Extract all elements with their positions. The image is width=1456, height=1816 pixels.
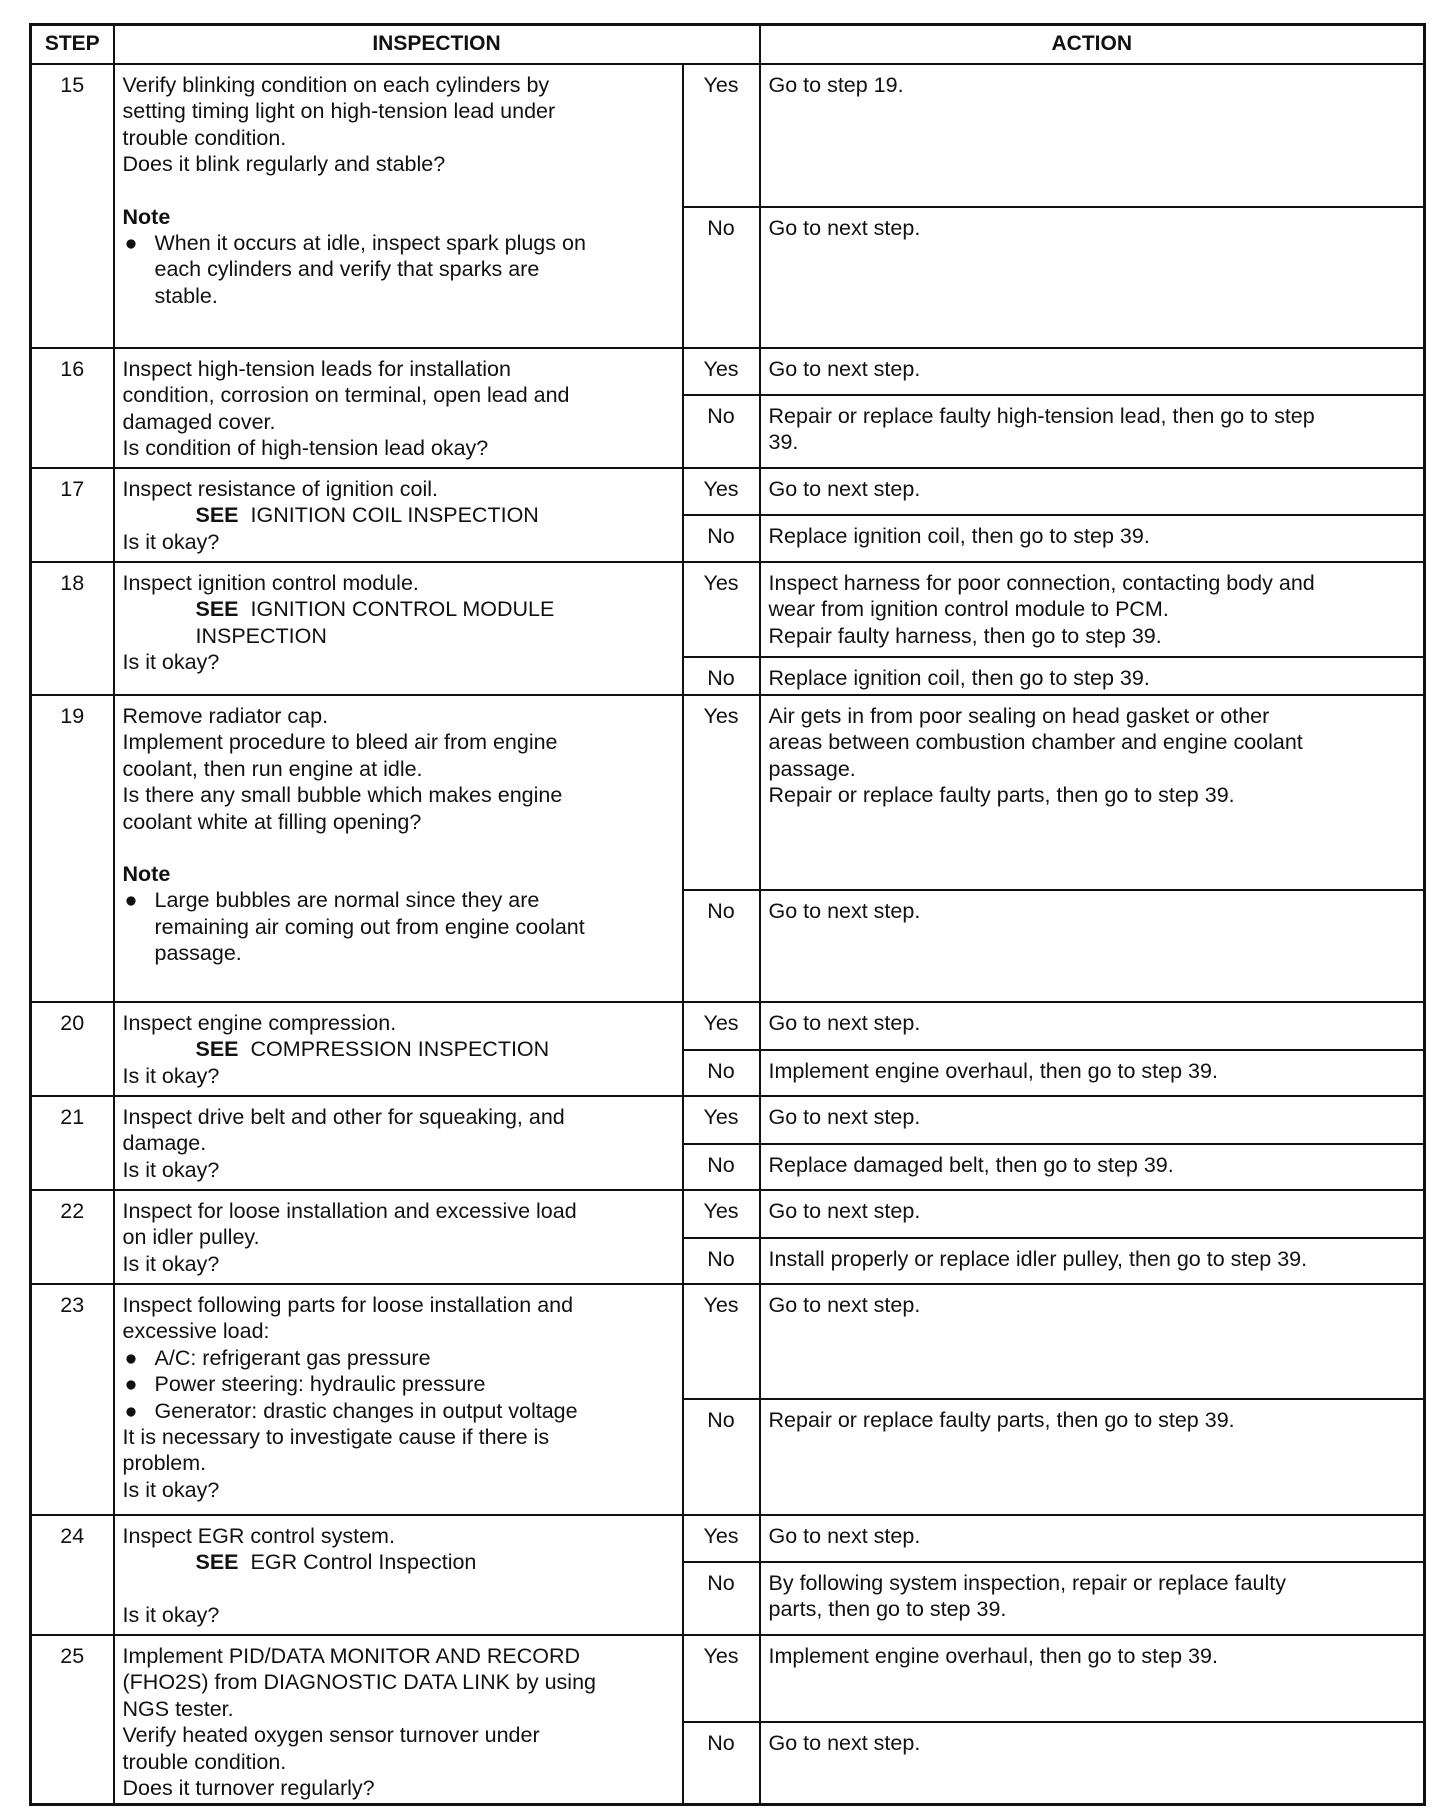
yes-action: Go to next step. [760, 1284, 1425, 1399]
no-action: Go to next step. [760, 207, 1425, 348]
inspection-text: Is it okay? [122, 1602, 220, 1627]
no-action: By following system inspection, repair or replace faulty parts, then go to step 39. [760, 1562, 1425, 1635]
step-number: 19 [31, 695, 114, 1002]
table-row-step-24 [31, 1515, 1425, 1562]
inspection-text: Is it okay? [122, 650, 220, 675]
bullet-text: A/C: refrigerant gas pressure [154, 1345, 431, 1370]
step-number: 23 [31, 1284, 114, 1515]
yes-label: Yes [683, 64, 760, 207]
yes-label: Yes [683, 695, 760, 890]
bullet-text: Large bubbles are normal since they are remaining air coming out from engine coolant passage. [154, 888, 585, 966]
step-number: 20 [31, 1002, 114, 1096]
yes-action: Go to next step. [760, 468, 1425, 515]
yes-action: Air gets in from poor sealing on head gasket or other areas between combustion chamber and engine coolant passage. Repair or replace faulty parts, then go to step 39. [760, 695, 1425, 890]
yes-label: Yes [683, 1002, 760, 1050]
table-row-step-15 [31, 64, 1425, 207]
see-target: COMPRESSION INSPECTION [250, 1037, 550, 1062]
no-label: No [683, 890, 760, 1002]
yes-label: Yes [683, 468, 760, 515]
bullet-icon: ● [124, 888, 138, 913]
table-row-step-19 [31, 695, 1425, 890]
yes-label: Yes [683, 348, 760, 395]
inspection-text: Inspect drive belt and other for squeaking, and damage. Is it okay? [122, 1105, 565, 1182]
yes-label: Yes [683, 1515, 760, 1562]
note-heading: Note [122, 204, 171, 229]
bullet-icon: ● [124, 231, 138, 256]
no-action: Replace damaged belt, then go to step 39. [760, 1144, 1425, 1190]
no-action: Go to next step. [760, 890, 1425, 1002]
inspection-text: Inspect following parts for loose installation and excessive load: [122, 1293, 574, 1344]
see-reference [123, 1549, 674, 1575]
bullet-icon: ● [124, 1398, 138, 1423]
no-action: Go to next step. [760, 1722, 1425, 1804]
inspection-cell [114, 1515, 683, 1635]
see-reference [123, 596, 674, 649]
see-label: SEE [195, 503, 239, 528]
inspection-text: Inspect for loose installation and excessive load on idler pulley. Is it okay? [122, 1199, 577, 1276]
inspection-cell [114, 1635, 683, 1804]
bullet-item [123, 1371, 674, 1397]
table-row-step-23 [31, 1284, 1425, 1399]
inspection-cell [114, 64, 683, 348]
header-step: STEP [31, 25, 114, 65]
see-target: IGNITION COIL INSPECTION [250, 503, 539, 528]
step-number: 16 [31, 348, 114, 468]
yes-action: Go to next step. [760, 1190, 1425, 1238]
see-label: SEE [195, 1550, 239, 1575]
note-heading: Note [122, 862, 171, 887]
step-number: 21 [31, 1096, 114, 1190]
no-label: No [683, 395, 760, 468]
see-reference [123, 502, 674, 528]
inspection-cell [114, 562, 683, 695]
bullet-text: When it occurs at idle, inspect spark plugs on each cylinders and verify that sparks are stable. [154, 231, 586, 308]
yes-action: Go to next step. [760, 1096, 1425, 1144]
yes-action: Go to next step. [760, 348, 1425, 395]
yes-label: Yes [683, 1190, 760, 1238]
inspection-cell [114, 695, 683, 1002]
inspection-cell [114, 1002, 683, 1096]
inspection-text: Inspect EGR control system. [122, 1524, 395, 1548]
no-action: Repair or replace faulty high-tension lead, then go to step 39. [760, 395, 1425, 468]
inspection-text: Inspect ignition control module. [122, 571, 419, 595]
yes-action: Go to step 19. [760, 64, 1425, 207]
inspection-cell [114, 1096, 683, 1190]
see-label: SEE [195, 1037, 239, 1062]
header-row [31, 25, 1425, 65]
bullet-item [123, 1345, 674, 1371]
yes-label: Yes [683, 1284, 760, 1399]
see-label: SEE [195, 597, 239, 622]
step-number: 17 [31, 468, 114, 562]
bullet-item [123, 887, 674, 966]
yes-action: Go to next step. [760, 1515, 1425, 1562]
inspection-cell [114, 1284, 683, 1515]
no-action: Install properly or replace idler pulley, then go to step 39. [760, 1238, 1425, 1284]
see-target: IGNITION CONTROL MODULE INSPECTION [195, 597, 555, 648]
no-label: No [683, 1562, 760, 1635]
step-number: 24 [31, 1515, 114, 1635]
inspection-text: Implement PID/DATA MONITOR AND RECORD (FHO2S) from DIAGNOSTIC DATA LINK by using NGS tester. Verify heated oxygen sensor turnover under trouble condition. Does it turnover regularly? [122, 1644, 596, 1801]
no-label: No [683, 1144, 760, 1190]
table-row-step-17 [31, 468, 1425, 515]
no-label: No [683, 1399, 760, 1515]
table-row-step-16 [31, 348, 1425, 395]
no-label: No [683, 1722, 760, 1804]
inspection-cell [114, 348, 683, 468]
bullet-icon: ● [124, 1345, 138, 1370]
no-label: No [683, 1238, 760, 1284]
no-action: Implement engine overhaul, then go to step 39. [760, 1050, 1425, 1096]
inspection-cell [114, 468, 683, 562]
no-label: No [683, 657, 760, 695]
no-label: No [683, 515, 760, 562]
inspection-text: Inspect engine compression. [122, 1011, 397, 1035]
see-target: EGR Control Inspection [250, 1550, 477, 1575]
inspection-text: Remove radiator cap. Implement procedure to bleed air from engine coolant, then run engine at idle. Is there any small bubble which makes engine coolant white at filling opening? [122, 704, 563, 834]
header-action: ACTION [760, 25, 1425, 65]
bullet-item [123, 230, 674, 309]
step-number: 18 [31, 562, 114, 695]
no-action: Replace ignition coil, then go to step 39. [760, 515, 1425, 562]
inspection-text: Verify blinking condition on each cylinders by setting timing light on high-tension lead under trouble condition. Does it blink regularly and stable? [122, 73, 556, 177]
table-row-step-22 [31, 1190, 1425, 1238]
no-action: Replace ignition coil, then go to step 39. [760, 657, 1425, 695]
yes-action: Implement engine overhaul, then go to step 39. [760, 1635, 1425, 1722]
table-row-step-20 [31, 1002, 1425, 1050]
bullet-icon: ● [124, 1372, 138, 1397]
table-row-step-25 [31, 1635, 1425, 1722]
bullet-text: Generator: drastic changes in output voltage [154, 1398, 578, 1423]
no-label: No [683, 1050, 760, 1096]
inspection-text: Inspect resistance of ignition coil. [122, 477, 438, 501]
see-reference [123, 1036, 674, 1062]
no-action: Repair or replace faulty parts, then go to step 39. [760, 1399, 1425, 1515]
bullet-text: Power steering: hydraulic pressure [154, 1372, 486, 1397]
inspection-text: Is it okay? [122, 1063, 220, 1088]
diagnostic-table [29, 23, 1426, 1806]
step-number: 15 [31, 64, 114, 348]
yes-action: Inspect harness for poor connection, contacting body and wear from ignition control module to PCM. Repair faulty harness, then go to step 39. [760, 562, 1425, 657]
step-number: 25 [31, 1635, 114, 1804]
inspection-text: Is it okay? [122, 529, 220, 554]
header-inspection: INSPECTION [114, 25, 760, 65]
yes-label: Yes [683, 562, 760, 657]
bullet-item [123, 1398, 674, 1424]
no-label: No [683, 207, 760, 348]
step-number: 22 [31, 1190, 114, 1284]
inspection-text: Inspect high-tension leads for installation condition, corrosion on terminal, open lead and damaged cover. Is condition of high-tension lead okay? [122, 357, 570, 461]
yes-label: Yes [683, 1096, 760, 1144]
yes-label: Yes [683, 1635, 760, 1722]
inspection-text: It is necessary to investigate cause if there is problem. Is it okay? [122, 1425, 550, 1502]
table-row-step-18 [31, 562, 1425, 657]
yes-action: Go to next step. [760, 1002, 1425, 1050]
inspection-cell [114, 1190, 683, 1284]
table-row-step-21 [31, 1096, 1425, 1144]
